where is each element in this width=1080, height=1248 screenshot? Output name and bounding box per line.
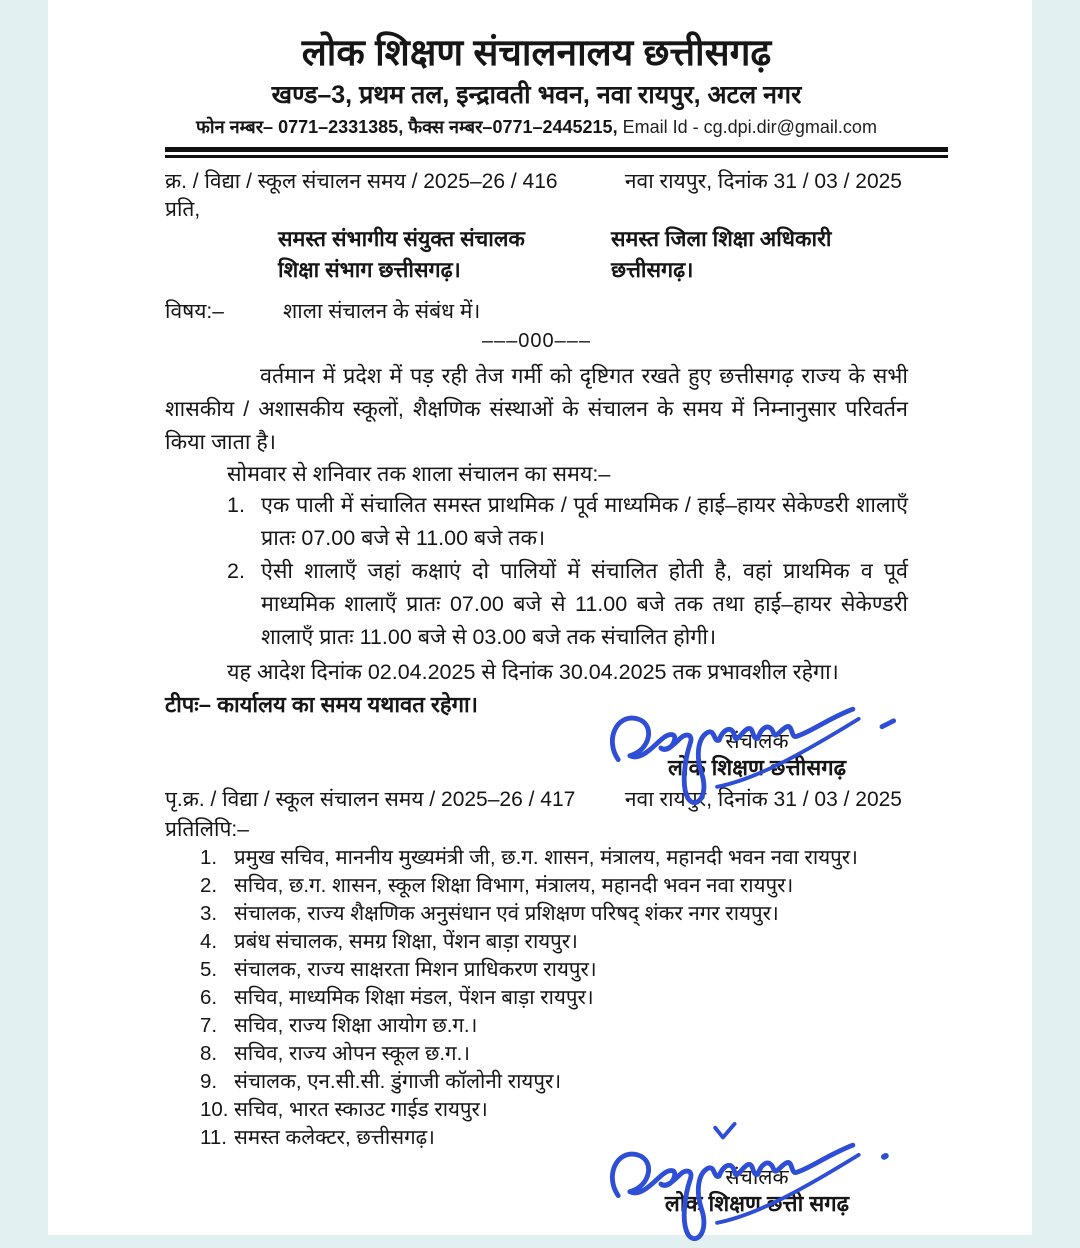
signatory-organization-2: लोक शिक्षण छत्ती सगढ़ (664, 1191, 850, 1216)
cc-item-9-number: 9. (200, 1070, 218, 1093)
subject-text: शाला संचालन के संबंध में। (283, 300, 481, 323)
cc-item-2-text: सचिव, छ.ग. शासन, स्कूल शिक्षा विभाग, मंत्रालय, महानदी भवन नवा रायपुर। (234, 874, 794, 897)
cc-item-3-number: 3. (200, 902, 218, 925)
cc-item-6-text: सचिव, माध्यमिक शिक्षा मंडल, पेंशन बाड़ा रायपुर। (234, 986, 594, 1009)
addressee-1-line2: शिक्षा संभाग छत्तीसगढ़। (278, 258, 461, 282)
salutation-to: प्रति, (165, 198, 201, 221)
addressee-2-line2: छत्तीसगढ़। (611, 258, 694, 282)
schedule-item-2 (227, 555, 908, 654)
body-paragraph: वर्तमान में प्रदेश में पड़ रही तेज गर्मी को दृष्टिगत रखते हुए छत्तीसगढ़ राज्य के सभी शासकीय / अशासकीय स्कूलों, शैक्षणिक संस्थाओं के संचालन के समय में निम्नानुसार परिवर्तन किया जाता है। (165, 364, 908, 454)
cc-item-7-number: 7. (200, 1014, 218, 1037)
reference-row (165, 168, 908, 196)
signature-block-2 (632, 1166, 882, 1218)
signatory-designation-2: संचालक (725, 1166, 789, 1189)
cc-item-4-number: 4. (200, 930, 218, 953)
letterhead-contact-line (165, 115, 908, 140)
cc-item-7 (200, 1012, 908, 1040)
signatory-designation-1: संचालक (725, 730, 789, 753)
schedule-item-2-number: 2. (227, 559, 245, 583)
subject-label: विषय:– (165, 300, 224, 323)
letter-page (48, 0, 1032, 1235)
cc-item-5-number: 5. (200, 958, 218, 981)
letterhead-divider-rule (165, 147, 948, 158)
cc-item-1 (200, 844, 908, 872)
subject-row (165, 298, 908, 326)
schedule-item-1 (227, 489, 908, 555)
cc-item-2 (200, 872, 908, 900)
cc-item-8 (200, 1040, 908, 1068)
cc-label: प्रतिलिपि:– (165, 818, 249, 841)
addressee-2-line1: समस्त जिला शिक्षा अधिकारी (611, 227, 832, 251)
ooo-separator: –––000––– (481, 330, 592, 352)
cc-item-1-number: 1. (200, 846, 218, 869)
signature-block-1 (632, 730, 882, 782)
letterhead-email: Email Id - cg.dpi.dir@gmail.com (622, 117, 877, 137)
letterhead-phone-fax: फोन नम्बर– 0771–2331385, फैक्स नम्बर–0771–2445215, (196, 117, 618, 137)
addressee-1 (278, 224, 611, 286)
cc-item-1-text: प्रमुख सचिव, माननीय मुख्यमंत्री जी, छ.ग. शासन, मंत्रालय, महानदी भवन नवा रायपुर। (234, 846, 858, 869)
note-line: टीपः– कार्यालय का समय यथावत रहेगा। (165, 692, 479, 717)
cc-item-10-text: सचिव, भारत स्काउट गाईड रायपुर। (234, 1098, 488, 1121)
cc-item-10-number: 10. (200, 1098, 229, 1121)
copy-reference-number: पृ.क्र. / विद्या / स्कूल संचालन समय / 2025–26 / 417 (165, 788, 576, 811)
cc-item-8-number: 8. (200, 1042, 218, 1065)
cc-item-6-number: 6. (200, 986, 218, 1009)
reference-place-date: नवा रायपुर, दिनांक 31 / 03 / 2025 (624, 170, 902, 193)
cc-item-4 (200, 928, 908, 956)
cc-item-11-number: 11. (200, 1126, 227, 1149)
cc-item-11-text: समस्त कलेक्टर, छत्तीसगढ़। (234, 1126, 435, 1149)
cc-item-3-text: संचालक, राज्य शैक्षणिक अनुसंधान एवं प्रशिक्षण परिषद् शंकर नगर रायपुर। (234, 902, 779, 925)
cc-item-9-text: संचालक, एन.सी.सी. डुंगाजी कॉलोनी रायपुर। (234, 1070, 562, 1093)
cc-item-9 (200, 1068, 908, 1096)
reference-number: क्र. / विद्या / स्कूल संचालन समय / 2025–26 / 416 (165, 170, 558, 193)
cc-item-5 (200, 956, 908, 984)
letterhead-address: खण्ड–3, प्रथम तल, इन्द्रावती भवन, नवा रायपुर, अटल नगर (271, 81, 802, 109)
cc-item-7-text: सचिव, राज्य शिक्षा आयोग छ.ग.। (234, 1014, 478, 1037)
letterhead-title: लोक शिक्षण संचालनालय छत्तीसगढ़ (301, 32, 772, 73)
cc-item-2-number: 2. (200, 874, 218, 897)
cc-item-4-text: प्रबंध संचालक, समग्र शिक्षा, पेंशन बाड़ा रायपुर। (234, 930, 578, 953)
copy-reference-place-date: नवा रायपुर, दिनांक 31 / 03 / 2025 (624, 788, 902, 811)
addressee-2 (611, 224, 831, 286)
signatory-organization-1: लोक शिक्षण छत्तीसगढ़ (667, 755, 847, 780)
cc-item-8-text: सचिव, राज्य ओपन स्कूल छ.ग.। (234, 1042, 471, 1065)
cc-item-3 (200, 900, 908, 928)
cc-item-5-text: संचालक, राज्य साक्षरता मिशन प्राधिकरण रायपुर। (234, 958, 597, 981)
signature-scribble-icon (598, 1120, 908, 1248)
effective-date-line: यह आदेश दिनांक 02.04.2025 से दिनांक 30.04.2025 तक प्रभावशील रहेगा। (227, 660, 839, 684)
addressee-block (278, 224, 908, 286)
schedule-heading: सोमवार से शनिवार तक शाला संचालन का समय:– (227, 462, 611, 486)
cc-item-6 (200, 984, 908, 1012)
schedule-item-2-text: ऐसी शालाएँ जहां कक्षाएं दो पालियों में संचालित होती है, वहां प्राथमिक व पूर्व माध्यमिक शालाएँ प्रातः 07.00 बजे से 11.00 बजे तक तथा हाई–हायर सेकेण्डरी शालाएँ प्रातः 11.00 बजे से 03.00 बजे तक संचालित होगी। (261, 559, 908, 649)
signature-scribble-icon (598, 684, 908, 812)
schedule-item-1-text: एक पाली में संचालित समस्त प्राथमिक / पूर्व माध्यमिक / हाई–हायर सेकेण्डरी शालाएँ प्रातः 07.00 बजे से 11.00 बजे तक। (261, 493, 908, 550)
schedule-item-1-number: 1. (227, 493, 245, 517)
addressee-1-line1: समस्त संभागीय संयुक्त संचालक (278, 227, 525, 251)
